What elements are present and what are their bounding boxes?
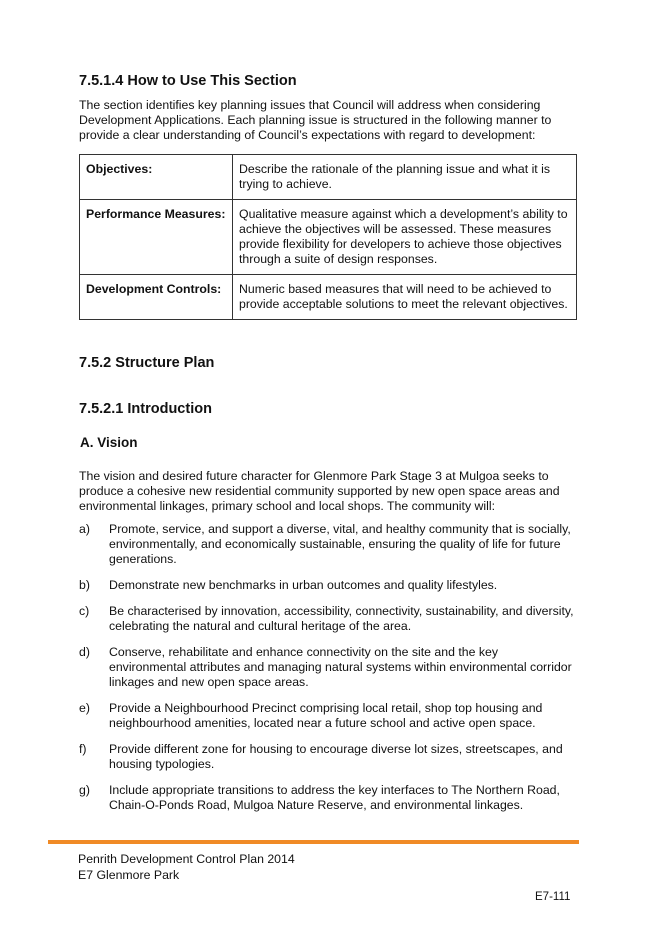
list-item bbox=[79, 604, 577, 634]
term-cell: Objectives: bbox=[80, 155, 233, 200]
list-item-text: Be characterised by innovation, accessibility, connectivity, sustainability, and diversity, celebrating the natural and cultural heritage of the area. bbox=[109, 604, 574, 633]
description-cell: Describe the rationale of the planning issue and what it is trying to achieve. bbox=[233, 155, 577, 200]
list-item-text: Include appropriate transitions to address the key interfaces to The Northern Road, Chain-O-Ponds Road, Mulgoa Nature Reserve, and environmental linkages. bbox=[109, 783, 560, 812]
table-row bbox=[80, 200, 577, 275]
list-marker: e) bbox=[79, 701, 90, 715]
footer bbox=[78, 851, 295, 883]
list-item-text: Provide different zone for housing to encourage diverse lot sizes, streetscapes, and housing typologies. bbox=[109, 742, 563, 771]
how-to-use-intro: The section identifies key planning issues that Council will address when considering Development Applications. Each planning issue is structured in the following manner to provide a clear understanding of Council’s expectations with regard to development: bbox=[79, 98, 552, 142]
term-cell: Performance Measures: bbox=[80, 200, 233, 275]
list-item-text: Provide a Neighbourhood Precinct comprising local retail, shop top housing and neighbourhood amenities, located near a future school and active open space. bbox=[109, 701, 543, 730]
list-item bbox=[79, 578, 577, 593]
list-item-text: Conserve, rehabilitate and enhance connectivity on the site and the key environmental attributes and managing natural systems within environmental corridor linkages and new open space areas. bbox=[109, 645, 572, 689]
list-item-text: Promote, service, and support a diverse, vital, and healthy community that is socially, environmentally, and economically sustainable, ensuring the quality of life for future generations. bbox=[109, 522, 571, 566]
list-item bbox=[79, 701, 577, 731]
term-cell: Development Controls: bbox=[80, 275, 233, 320]
list-item bbox=[79, 742, 577, 772]
heading-structure-plan: 7.5.2 Structure Plan bbox=[79, 355, 215, 371]
vision-list bbox=[79, 522, 577, 813]
table-row bbox=[80, 155, 577, 200]
list-item bbox=[79, 645, 577, 690]
heading-vision: A. Vision bbox=[80, 435, 138, 450]
heading-how-to-use: 7.5.1.4 How to Use This Section bbox=[79, 73, 297, 89]
page-content bbox=[79, 72, 577, 824]
footer-document-title: Penrith Development Control Plan 2014 bbox=[78, 852, 295, 866]
list-item bbox=[79, 783, 577, 813]
page-number: E7-111 bbox=[535, 891, 571, 903]
definitions-table bbox=[79, 154, 577, 320]
description-cell: Qualitative measure against which a development’s ability to achieve the objectives will be assessed. These measures provide flexibility for developers to achieve those objectives through a suite of design responses. bbox=[233, 200, 577, 275]
list-marker: a) bbox=[79, 522, 90, 536]
footer-divider bbox=[48, 840, 579, 844]
description-cell: Numeric based measures that will need to be achieved to provide acceptable solutions to meet the relevant objectives. bbox=[233, 275, 577, 320]
list-marker: c) bbox=[79, 604, 90, 618]
footer-section-title: E7 Glenmore Park bbox=[78, 868, 180, 882]
list-item-text: Demonstrate new benchmarks in urban outcomes and quality lifestyles. bbox=[109, 578, 498, 592]
vision-intro: The vision and desired future character for Glenmore Park Stage 3 at Mulgoa seeks to produce a cohesive new residential community supported by new open space areas and environmental linkages, primary school and local shops. The community will: bbox=[79, 469, 560, 513]
list-marker: d) bbox=[79, 645, 90, 659]
table-row bbox=[80, 275, 577, 320]
list-marker: b) bbox=[79, 578, 90, 592]
list-item bbox=[79, 522, 577, 567]
heading-introduction: 7.5.2.1 Introduction bbox=[79, 401, 212, 417]
list-marker: f) bbox=[79, 742, 87, 756]
list-marker: g) bbox=[79, 783, 90, 797]
